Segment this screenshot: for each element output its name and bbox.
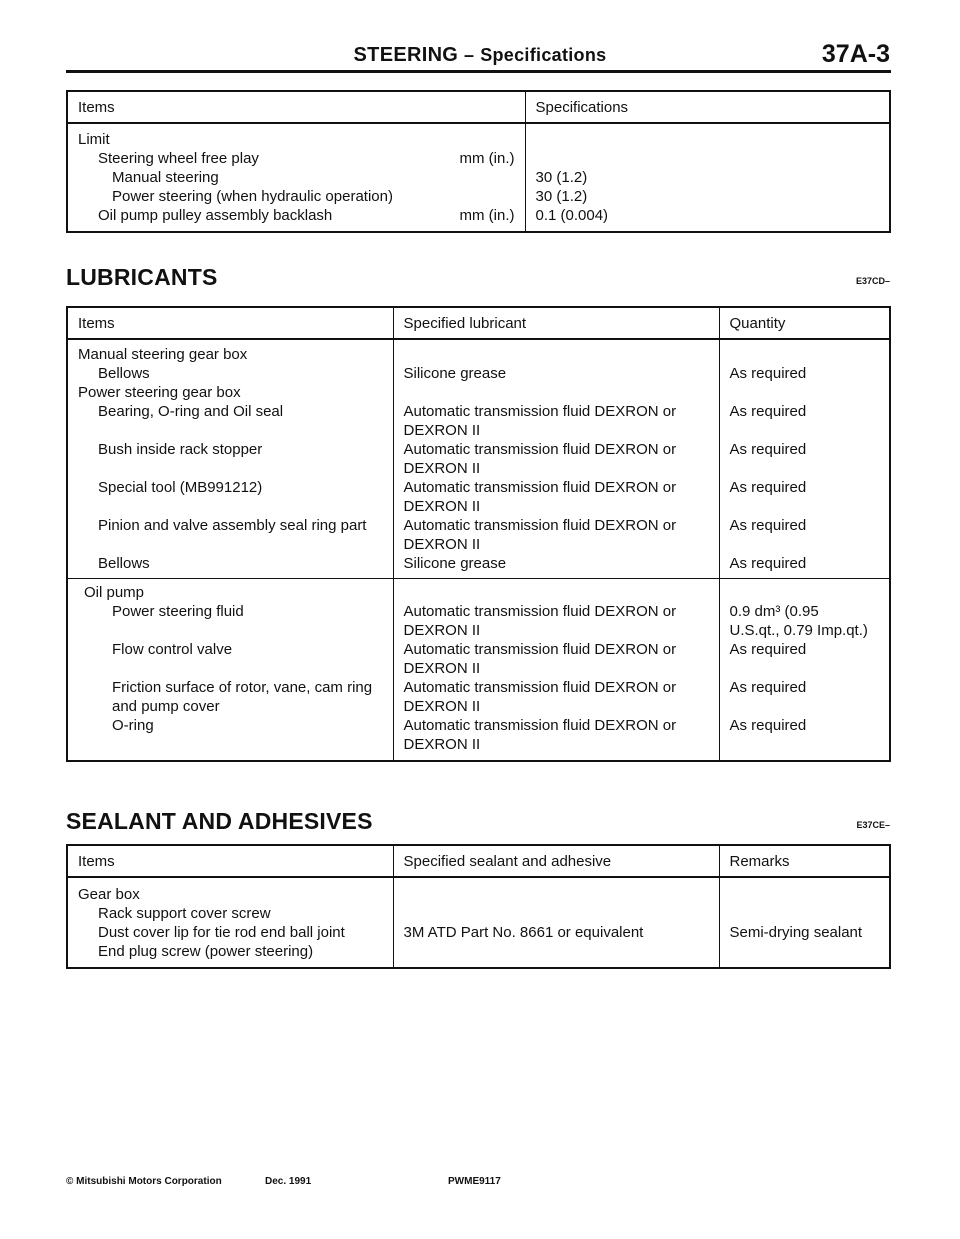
quantity-value: As required	[729, 479, 807, 496]
quantity-value: As required	[729, 365, 807, 382]
footer-date: Dec. 1991	[265, 1176, 312, 1187]
lub-group1-items	[67, 339, 393, 579]
lubricant-value: DEXRON II	[403, 422, 481, 439]
quantity-value: As required	[729, 555, 807, 572]
spec-value: 30 (1.2)	[535, 188, 588, 205]
list-item: Power steering fluid	[112, 603, 244, 620]
header-title: STEERING	[353, 44, 459, 66]
lubricant-value: Automatic transmission fluid DEXRON or	[403, 641, 677, 658]
footer-code: PWME9117	[448, 1176, 501, 1187]
spec-value: 0.1 (0.004)	[535, 207, 609, 224]
table-row: Steering wheel free play mm (in.)	[98, 150, 515, 167]
sealants-table	[66, 844, 891, 969]
lubricant-value: DEXRON II	[403, 460, 481, 477]
limit-items-cell	[67, 123, 525, 232]
lubricant-value: Automatic transmission fluid DEXRON or	[403, 441, 677, 458]
lubricants-code: E37CD–	[855, 276, 890, 286]
header-dash: –	[464, 45, 475, 65]
quantity-value: As required	[729, 679, 807, 696]
list-item: Bellows	[98, 365, 150, 382]
list-item: Special tool (MB991212)	[98, 479, 263, 496]
list-item: Bush inside rack stopper	[98, 441, 263, 458]
limit-values-cell	[525, 123, 890, 232]
quantity-value: As required	[729, 717, 807, 734]
quantity-value: U.S.qt., 0.79 Imp.qt.)	[729, 622, 868, 639]
list-item: Flow control valve	[112, 641, 233, 658]
group-title: Manual steering gear box	[78, 346, 248, 363]
sealants-heading: SEALANT AND ADHESIVES	[66, 808, 373, 834]
spec-value: 30 (1.2)	[535, 169, 588, 186]
table-row: Power steering (when hydraulic operation)	[112, 188, 393, 205]
quantity-value: As required	[729, 403, 807, 420]
lubricant-value: DEXRON II	[403, 536, 481, 553]
group-title: Power steering gear box	[78, 384, 241, 401]
lubricant-value: Automatic transmission fluid DEXRON or	[403, 517, 677, 534]
lubricants-table	[66, 306, 891, 762]
lubricant-value: Automatic transmission fluid DEXRON or	[403, 403, 677, 420]
list-item: and pump cover	[112, 698, 220, 715]
lubricant-value: Automatic transmission fluid DEXRON or	[403, 717, 677, 734]
sealants-code: E37CE–	[856, 820, 890, 830]
group-title: Gear box	[78, 886, 140, 903]
lub-group1-quantities	[719, 339, 890, 579]
header-items: Items	[67, 307, 393, 339]
lubricant-value: Automatic transmission fluid DEXRON or	[403, 679, 677, 696]
lubricants-heading: LUBRICANTS	[66, 264, 218, 290]
lub-group2-lubricants	[393, 579, 719, 762]
header-rule	[66, 70, 891, 73]
list-item: Bearing, O-ring and Oil seal	[98, 403, 284, 420]
quantity-value: As required	[729, 441, 807, 458]
page-number: 37A-3	[821, 40, 890, 68]
table-row: Oil pump pulley assembly backlash mm (in.)	[98, 207, 515, 224]
lubricant-value: DEXRON II	[403, 498, 481, 515]
header-specified-sealant: Specified sealant and adhesive	[393, 845, 719, 877]
table-row: Manual steering	[112, 169, 219, 186]
list-item: O-ring	[112, 717, 154, 734]
lubricant-value: Automatic transmission fluid DEXRON or	[403, 479, 677, 496]
quantity-value: 0.9 dm³ (0.95	[729, 603, 819, 620]
header-specified-lubricant: Specified lubricant	[393, 307, 719, 339]
list-item: Friction surface of rotor, vane, cam ring	[112, 679, 373, 696]
list-item: Rack support cover screw	[98, 905, 271, 922]
list-item: Pinion and valve assembly seal ring part	[98, 517, 367, 534]
header-items: Items	[67, 845, 393, 877]
lub-group2-items	[67, 579, 393, 762]
page-header	[0, 44, 960, 67]
quantity-value: As required	[729, 517, 807, 534]
remarks-cell	[719, 877, 890, 968]
remarks-value: Semi-drying sealant	[729, 924, 863, 941]
list-item: Dust cover lip for tie rod end ball joint	[98, 924, 345, 941]
lubricant-value: Silicone grease	[403, 365, 507, 382]
quantity-value: As required	[729, 641, 807, 658]
limit-table	[66, 90, 891, 233]
lubricant-value: DEXRON II	[403, 660, 481, 677]
list-item: End plug screw (power steering)	[98, 943, 314, 960]
lubricant-value: DEXRON II	[403, 736, 481, 753]
header-subtitle: Specifications	[480, 45, 607, 65]
footer-copyright: © Mitsubishi Motors Corporation	[66, 1176, 222, 1187]
list-item: Bellows	[98, 555, 150, 572]
header-remarks: Remarks	[719, 845, 890, 877]
group-title: Oil pump	[84, 584, 145, 601]
header-items: Items	[67, 91, 525, 123]
lub-group2-quantities	[719, 579, 890, 762]
header-specifications: Specifications	[525, 91, 890, 123]
lubricant-value: Silicone grease	[403, 555, 507, 572]
lub-group1-lubricants	[393, 339, 719, 579]
sealant-value: 3M ATD Part No. 8661 or equivalent	[403, 924, 644, 941]
lubricant-value: DEXRON II	[403, 698, 481, 715]
lubricant-value: DEXRON II	[403, 622, 481, 639]
sealant-value-cell	[393, 877, 719, 968]
lubricant-value: Automatic transmission fluid DEXRON or	[403, 603, 677, 620]
header-quantity: Quantity	[719, 307, 890, 339]
limit-group-label: Limit	[78, 131, 110, 148]
sealant-items-cell	[67, 877, 393, 968]
